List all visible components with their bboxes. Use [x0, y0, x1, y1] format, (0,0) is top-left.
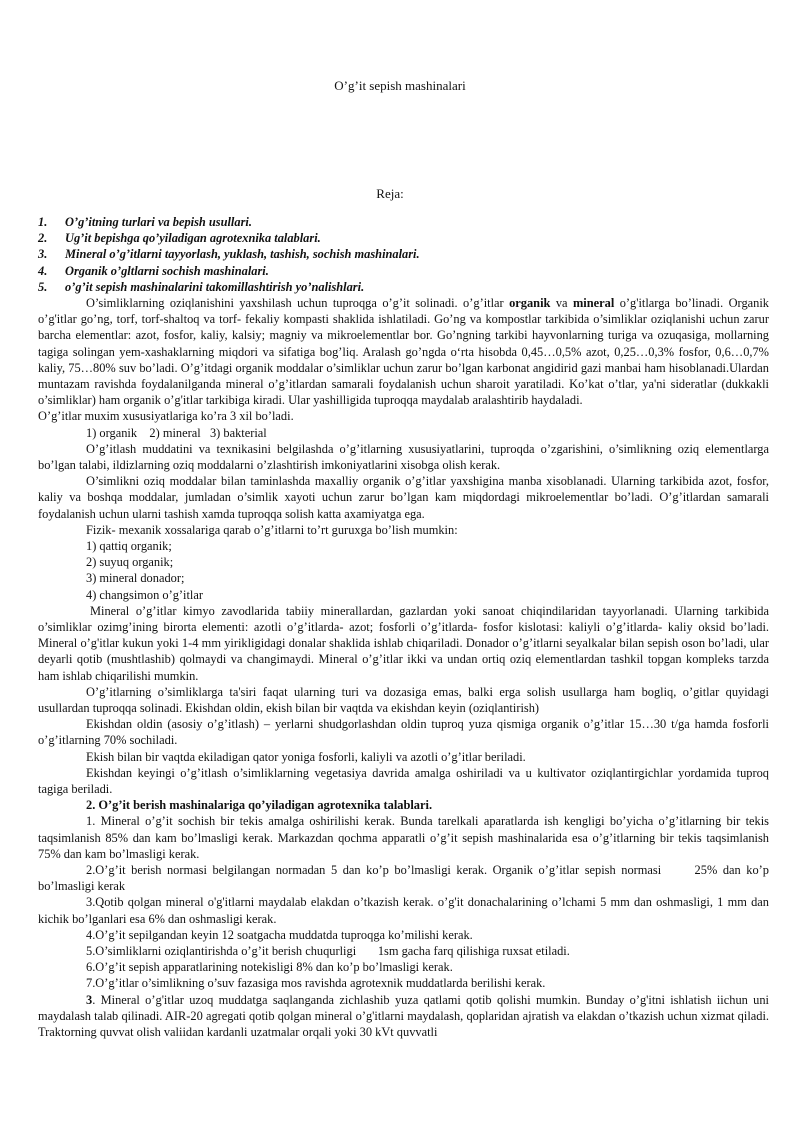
- plan-item: 1. O’g’itning turlari va bepish usullari.: [38, 215, 252, 229]
- plan-list: [38, 214, 769, 295]
- paragraph-section-3: 3. Mineral o’g'itlar uzoq muddatga saqlanganda zichlashib yuza qatlami qotib qolishi mumkin. Bunday o’g'itni ishlatish iichun uni maydalash talab qilinadi. AIR-20 agregati qotib qolgan mineral o’g'itlarni maydalash, qoplaridan ajratish va elakdan o’tkazish uchun xizmat qiladi. Traktorning quvvat olish valiidan kardanli uzatmalar orqali yoki 30 kVt quvvatli: [38, 992, 769, 1040]
- plan-item: 4. Organik o’gltlarni sochish mashinalari.: [38, 263, 269, 278]
- types-list: 1) organik 2) mineral 3) bakterial: [86, 425, 267, 440]
- paragraph-types: O’g’itlar muxim xususiyatlariga ko’ra 3 xil bo’ladi.: [38, 409, 294, 424]
- requirement-item: 2.O’g’it berish normasi belgilangan normadan 5 dan ko’p bo’lmasligi kerak. Organik o’g’itlar sepish normasi 25% dan ko’p bo’lmasligi kerak: [38, 863, 773, 894]
- document-title: O’g’it sepish mashinalari: [334, 78, 466, 93]
- requirement-item: 7.O’g’itlar o’simlikning o’suv fazasiga mos ravishda agrotexnik muddatlarda berilishi kerak.: [86, 976, 546, 991]
- requirement-item: 1. Mineral o’g’it sochish bir tekis amalga oshirilishi kerak. Bunda tarelkali aparatlarda ish kengligi bo’yicha o’g’itlarning bir tekis taqsimlanish 85% dan kam bo’lmasligi kerak. Markazdan qochma apparatli o’g’it sepish mashinalarida esa o’g’itlarning bir tekis taqsimlanish 75% dan kam bo’lmasligi kerak.: [38, 814, 769, 861]
- list-item: 3) mineral donador;: [86, 571, 185, 586]
- paragraph-intro: O’simliklarning oziqlanishini yaxshilash uchun tuproqga o’g’it solinadi. o’g’itlar organik va mineral o’g'itlarga bo’linadi. Organik o’g'itlar go’ng, torf, torf-shaltoq va torf- fekaliy kompasti shaklida ishlatiladi. Go’ng va kompostlar tarkibida o’simliklar oziqlanishi uchun zarur barcha elementlar: azot, fosfor, kaliy, kalsiy; magniy va mikroelementlar bor. Go’ngning tarkibi hayvonlarning turiga va ozuqasiga, mollarning tagiga solingan yem-xashaklarning miqdori va sifatiga bog’liq. Aralash go’ngda o‘rta hisobda 0,45…0,5% azot, 0,25…0,3% fosfor, 0,6…0,7% kaliy, 75…80% suv bo’ladi. O’g’itdagi organik moddalar o’simliklar uchun zarur bo’lgan karbonat angidirid gazi manbai ham hisoblanadi.Ulardan muntazam ravishda foydalanilganda mineral o’g’itlardan samarali foydalanish uchun sharoit yaratiladi. Ko’kat o’tlar, ya'ni sideratlar (dukkakli o’simliklar) ham organik o’g'itlar tarkibiga kiradi. Ular yashilligida tuproqqa maydalab aralashtirib haydaladi.: [38, 295, 769, 408]
- plan-item: 5. o’g’it sepish mashinalarini takomillashtirish yo’nalishlari.: [38, 279, 365, 294]
- requirement-item: 6.O’g’it sepish apparatlarining notekisligi 8% dan ko’p bo’lmasligi kerak.: [86, 960, 453, 975]
- paragraph: O’g’itlash muddatini va texnikasini belgilashda o’g’itlarning xususiyatlarini, tuproqda o’zgarishini, o’simlikning oziq elementlarga bo’lgan talabi, ildizlarning oziq moddalarni o’zlashtirish imkoniyatlarini xisobga olish kerak.: [38, 441, 769, 472]
- section-heading: 2. O’g’it berish mashinalariga qo’yiladigan agrotexnika talablari.: [86, 798, 433, 813]
- plan-item: 3. Mineral o’g’itlarni tayyorlash, yuklash, tashish, sochish mashinalari.: [38, 247, 420, 262]
- paragraph: Fizik- mexanik xossalariga qarab o’g’itlarni to’rt guruxga bo’lish mumkin:: [86, 522, 458, 537]
- paragraph: Mineral o’g’itlar kimyo zavodlarida tabiiy minerallardan, gazlardan yoki sanoat chiqindilaridan tayyorlanadi. Ularning tarkibida o’simliklar ozimg’ining birorta elementi: azotli o’g’itlarda- azot; fosforli o’g’itlarda- fosfor kislotasi: kaliyli o’g’itlarda- kaliy oksid bo’ladi. Mineral o’g'itlar kukun yoki 1-4 mm yirikligidagi donalar shaklida ishlab chiqariladi. Donador o’g’itlarni seyalkalar bilan sepish oson bo’ladi, ular deyarli qotib (mushtlashib) qolmaydi va changimaydi. Mineral o’g’itlar ikki va undan ortiq oziq elementlardan tashkil topgan kompleks tarzda ham ishlab chiqarilishi mumkin.: [38, 603, 769, 683]
- requirement-item: 4.O’g’it sepilgandan keyin 12 soatgacha muddatda tuproqga ko’milishi kerak.: [86, 927, 473, 942]
- paragraph: Ekishdan keyingi o’g’itlash o’simliklarning vegetasiya davrida amalga oshiriladi va u kultivator oziqlantirgichlar yordamida tuproq tagiga beriladi.: [38, 765, 769, 797]
- plan-heading: Reja:: [376, 186, 404, 201]
- paragraph: O’simlikni oziq moddalar bilan taminlashda maxalliy organik o’g’itlar yaxshigina manba xisoblanadi. Ularning tarkibida azot, fosfor, kaliy va boshqa moddalar, jumladan o’simlik xayoti uchun zarur bo’lgan kam miqdordagi mikroelementlar bo’ladi. O’g’itlardan samarali foydalanish uchun ularni tashish xamda tuproqqa solish katta axamiyatga ega.: [38, 474, 769, 521]
- paragraph: O’g’itlarning o’simliklarga ta'siri faqat ularning turi va dozasiga emas, balki erga solish usullarga ham bogliq, o’gitlar quyidagi usullardan tuproqqa solinadi. Ekishdan oldin, ekish bilan bir vaqtda va ekishdan keyin (oziqlantirish): [38, 684, 769, 716]
- paragraph: Ekish bilan bir vaqtda ekiladigan qator yoniga fosforli, kaliyli va azotli o’g’itlar beriladi.: [86, 749, 526, 764]
- plan-item: 2. Ug’it bepishga qo’yiladigan agrotexnika talablari.: [38, 231, 321, 246]
- list-item: 4) changsimon o’g’itlar: [86, 587, 203, 602]
- requirement-item: 3.Qotib qolgan mineral o'g'itlarni maydalab elakdan o’tkazish kerak. o’g'it donachalarining o’lchami 5 mm dan oshmasligi, 1 mm dan kichik bo’lganlari esa 6% dan oshmasligi kerak.: [38, 895, 769, 926]
- list-item: 1) qattiq organik;: [86, 538, 172, 553]
- document-body: [38, 214, 773, 1040]
- requirement-item: 5.O’simliklarni oziqlantirishda o’g’it berish chuqurligi 1sm gacha farq qilishiga ruxsat etiladi.: [86, 944, 570, 959]
- list-item: 2) suyuq organik;: [86, 555, 174, 570]
- paragraph: Ekishdan oldin (asosiy o’g’itlash) – yerlarni shudgorlashdan oldin tuproq yuza qismiga organik o’g’itlar 15…30 t/ga hamda fosforli o’g’itlarning 70% sochiladi.: [38, 717, 769, 748]
